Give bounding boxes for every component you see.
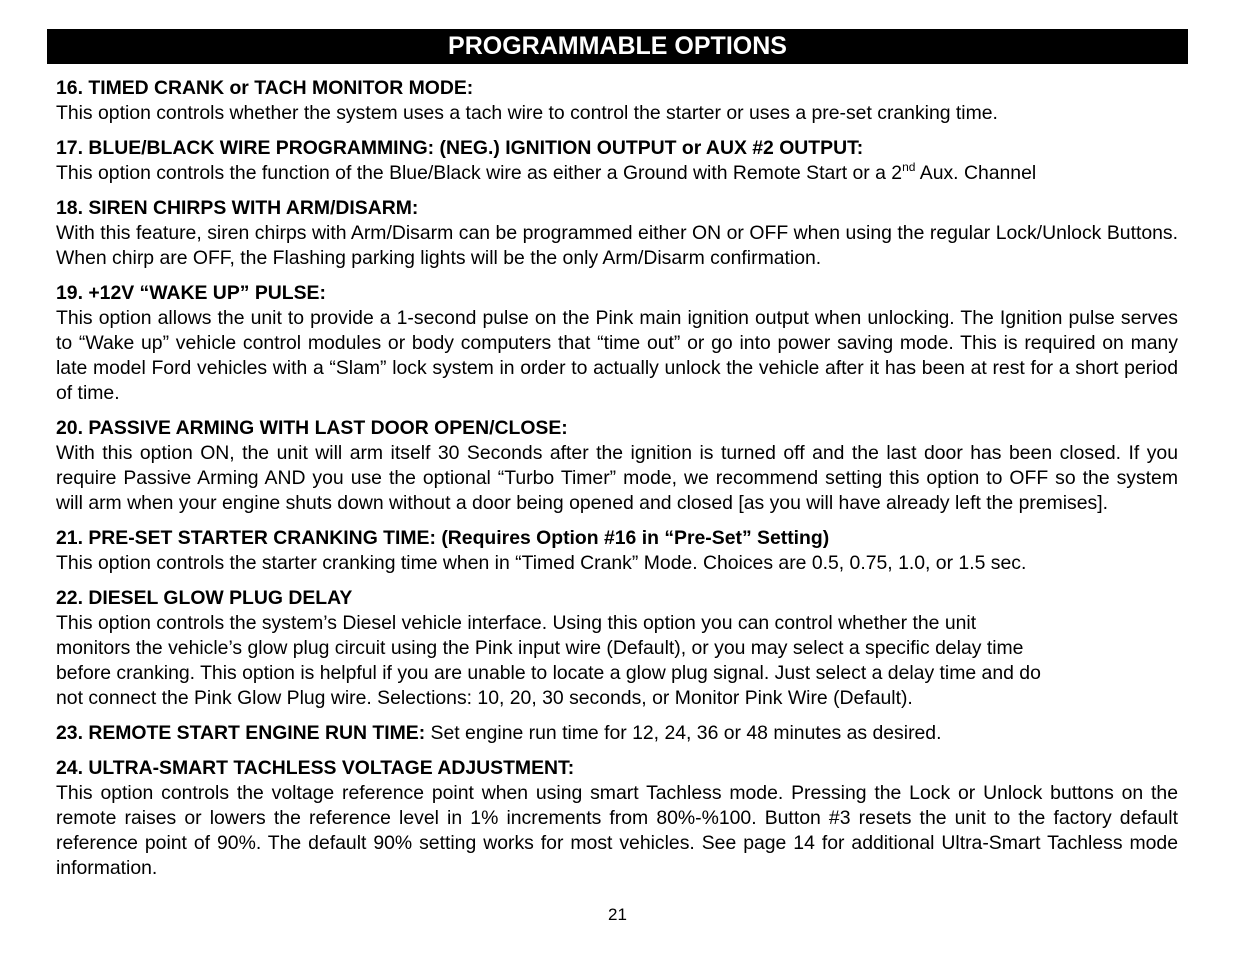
option-19-body: This option allows the unit to provide a 1-second pulse on the Pink main ignition output when unlocking. The Ignition pulse serves to “Wake up” vehicle control modules or body computers that “time out” or go into power saving mode. This is required on many late model Ford vehicles with a “Slam” lock system in order to actually unlock the vehicle after it has been at rest for a short period of time.: [56, 307, 1178, 404]
option-24-body: This option controls the voltage reference point when using smart Tachless mode. Pressing the Lock or Unlock buttons on the remote raises or lowers the reference level in 1% increments from 80%-%100. Button #3 resets the unit to the factory default reference point of 90%. The default 90% setting works for most vehicles. See page 14 for additional Ultra-Smart Tachless mode information.: [56, 782, 1178, 879]
option-16: [56, 76, 1178, 126]
page-title: PROGRAMMABLE OPTIONS: [448, 32, 787, 60]
option-22-title: 22. DIESEL GLOW PLUG DELAY: [56, 587, 353, 609]
option-22-line: before cranking. This option is helpful if you are unable to locate a glow plug signal. Just select a delay time and do: [56, 662, 1041, 684]
option-17-title: 17. BLUE/BLACK WIRE PROGRAMMING: (NEG.) IGNITION OUTPUT or AUX #2 OUTPUT:: [56, 137, 864, 159]
page-title-banner: [47, 29, 1188, 64]
option-23-text: Set engine run time for 12, 24, 36 or 48 minutes as desired.: [425, 722, 942, 744]
option-21-body: This option controls the starter cranking time when in “Timed Crank” Mode. Choices are 0.5, 0.75, 1.0, or 1.5 sec.: [56, 552, 1027, 574]
option-24-title: 24. ULTRA-SMART TACHLESS VOLTAGE ADJUSTMENT:: [56, 757, 575, 779]
option-21: [56, 526, 1178, 576]
option-18-title: 18. SIREN CHIRPS WITH ARM/DISARM:: [56, 197, 419, 219]
option-17-body: [56, 161, 1178, 186]
options-list: [56, 76, 1178, 891]
option-22-line: not connect the Pink Glow Plug wire. Selections: 10, 20, 30 seconds, or Monitor Pink Wire (Default).: [56, 687, 913, 709]
option-20-title: 20. PASSIVE ARMING WITH LAST DOOR OPEN/CLOSE:: [56, 417, 568, 439]
option-23-body: [56, 721, 1178, 746]
option-16-body: This option controls whether the system uses a tach wire to control the starter or uses a pre-set cranking time.: [56, 102, 998, 124]
option-19: [56, 281, 1178, 406]
option-22: [56, 586, 1178, 711]
page-number: 21: [608, 905, 627, 924]
option-22-body: [56, 611, 1178, 711]
option-16-title: 16. TIMED CRANK or TACH MONITOR MODE:: [56, 77, 474, 99]
option-19-title: 19. +12V “WAKE UP” PULSE:: [56, 282, 326, 304]
option-17: [56, 136, 1178, 186]
option-20-body: With this option ON, the unit will arm itself 30 Seconds after the ignition is turned off and the last door has been closed. If you require Passive Arming AND you use the optional “Turbo Timer” mode, we recommend setting this option to OFF so the system will arm when your engine shuts down without a door being opened and closed [as you will have already left the premises].: [56, 442, 1178, 514]
option-24: [56, 756, 1178, 881]
option-17-body-text-end: Aux. Channel: [915, 162, 1037, 184]
option-20: [56, 416, 1178, 516]
option-22-line: This option controls the system’s Diesel vehicle interface. Using this option you can control whether the unit: [56, 612, 977, 634]
option-22-line: monitors the vehicle’s glow plug circuit using the Pink input wire (Default), or you may select a specific delay time: [56, 637, 1024, 659]
option-18: [56, 196, 1178, 271]
option-21-title: 21. PRE-SET STARTER CRANKING TIME: (Requires Option #16 in “Pre-Set” Setting): [56, 527, 830, 549]
option-23-title: 23. REMOTE START ENGINE RUN TIME:: [56, 722, 426, 744]
option-17-body-text: This option controls the function of the Blue/Black wire as either a Ground with Remote Start or a 2: [56, 162, 903, 184]
option-18-body: With this feature, siren chirps with Arm/Disarm can be programmed either ON or OFF when using the regular Lock/Unlock Buttons. When chirp are OFF, the Flashing parking lights will be the only Arm/Disarm confirmation.: [56, 222, 1178, 269]
option-17-superscript: nd: [902, 160, 916, 174]
option-23: [56, 721, 1178, 746]
